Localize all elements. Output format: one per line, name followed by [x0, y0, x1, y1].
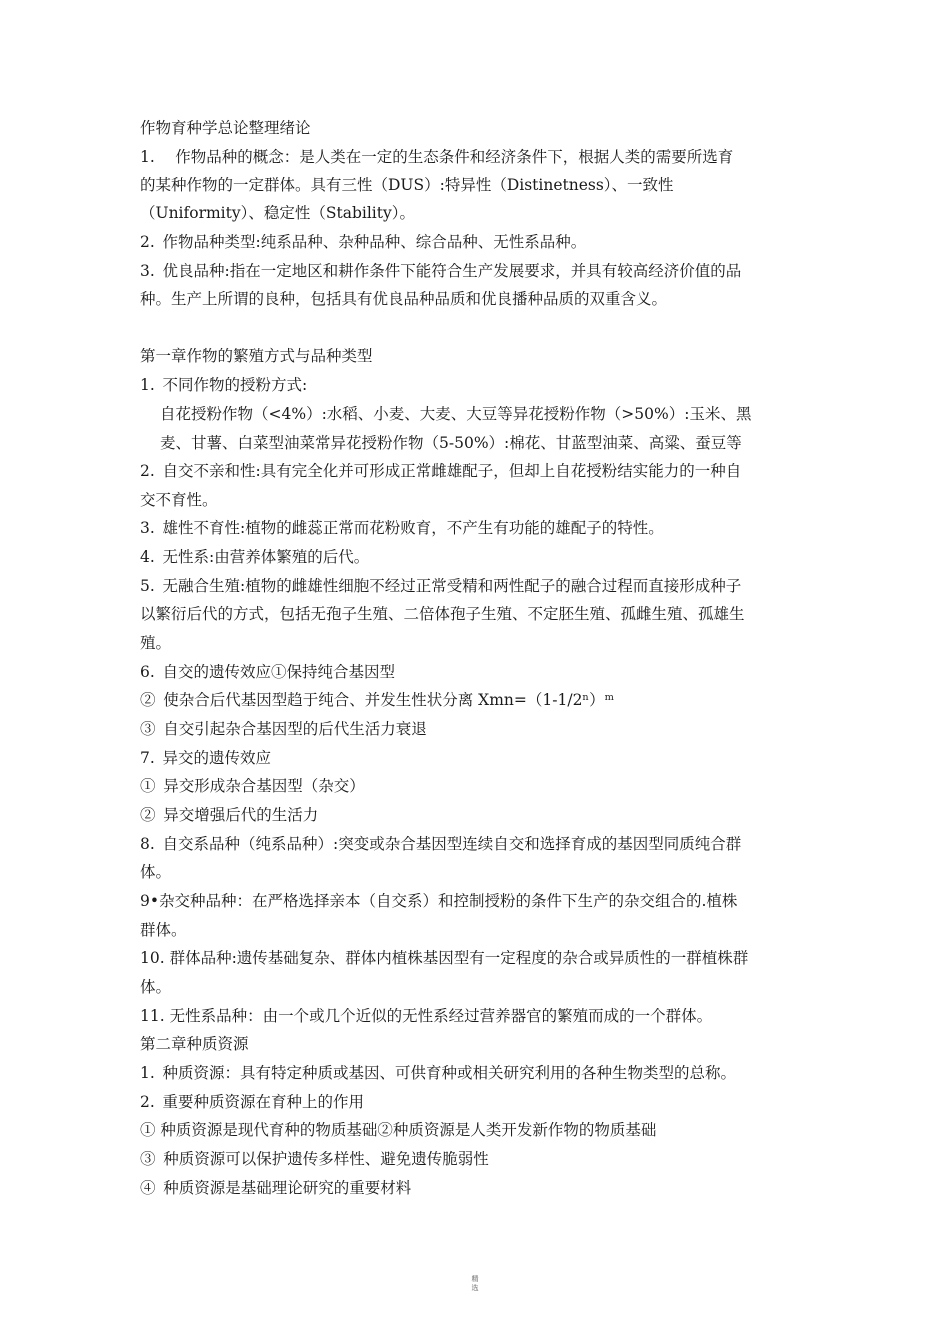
paragraph-line: 以繁衍后代的方式，包括无孢子生殖、二倍体孢子生殖、不定胚生殖、孤雌生殖、孤雄生	[140, 605, 745, 623]
paragraph-line: 麦、甘薯、白菜型油菜常异花授粉作物（5-50%）:棉花、甘蓝型油菜、高粱、蚕豆等	[160, 434, 742, 452]
paragraph-line: 2. 作物品种类型:纯系品种、杂种品种、综合品种、无性系品种。	[140, 233, 587, 251]
paragraph-line: 体。	[140, 863, 172, 881]
paragraph-line: 自花授粉作物（<4%）:水稻、小麦、大麦、大豆等异花授粉作物（>50%）:玉米、黑	[160, 405, 752, 423]
paragraph-line: 10. 群体品种:遗传基础复杂、群体内植株基因型有一定程度的杂合或异质性的一群植株群	[140, 949, 749, 967]
paragraph-line: 交不育性。	[140, 491, 218, 509]
paragraph-line: 体。	[140, 978, 172, 996]
paragraph-line: 6. 自交的遗传效应①保持纯合基因型	[140, 663, 396, 681]
paragraph-line: 1. 种质资源：具有特定种质或基因、可供育种或相关研究利用的各种生物类型的总称。	[140, 1064, 737, 1082]
paragraph-line: ④ 种质资源是基础理论研究的重要材料	[140, 1179, 412, 1197]
paragraph-line: 1. 不同作物的授粉方式:	[140, 376, 308, 394]
paragraph-line: 2. 重要种质资源在育种上的作用	[140, 1093, 365, 1111]
paragraph-line: 的某种作物的一定群体。具有三性（DUS）:特异性（Distinetness）、一致性	[140, 176, 674, 194]
paragraph-line: 种。生产上所谓的良种，包括具有优良品种品质和优良播种品质的双重含义。	[140, 290, 668, 308]
paragraph-line: ③ 自交引起杂合基因型的后代生活力衰退	[140, 720, 427, 738]
footer-mark-top: 精	[471, 1275, 479, 1283]
paragraph-line: 8. 自交系品种（纯系品种）:突变或杂合基因型连续自交和选择育成的基因型同质纯合群	[140, 835, 742, 853]
paragraph-line: ② 异交增强后代的生活力	[140, 806, 319, 824]
paragraph-line: ② 使杂合后代基因型趋于纯合、并发生性状分离 Xmn=（1-1/2ⁿ）ᵐ	[140, 691, 615, 709]
paragraph-line: ③ 种质资源可以保护遗传多样性、避免遗传脆弱性	[140, 1150, 489, 1168]
paragraph-line: 4. 无性系:由营养体繁殖的后代。	[140, 548, 370, 566]
paragraph-line: 5. 无融合生殖:植物的雌雄性细胞不经过正常受精和两性配子的融合过程而直接形成种子	[140, 577, 742, 595]
paragraph-line: ① 种质资源是现代育种的物质基础②种质资源是人类开发新作物的物质基础	[140, 1121, 657, 1139]
paragraph-line: 1. 作物品种的概念：是人类在一定的生态条件和经济条件下，根据人类的需要所选育	[140, 148, 734, 166]
paragraph-line: 3. 雄性不育性:植物的雌蕊正常而花粉败育，不产生有功能的雄配子的特性。	[140, 519, 664, 537]
paragraph-line: ① 异交形成杂合基因型（杂交）	[140, 777, 365, 795]
paragraph-line: 群体。	[140, 921, 187, 939]
section-title-chapter-2: 第二章种质资源	[140, 1035, 249, 1053]
paragraph-line: 11. 无性系品种：由一个或几个近似的无性系经过营养器官的繁殖而成的一个群体。	[140, 1007, 713, 1025]
paragraph-line: 7. 异交的遗传效应	[140, 749, 272, 767]
paragraph-line: 殖。	[140, 634, 172, 652]
footer-mark-bottom: 选	[471, 1284, 479, 1292]
paragraph-line: 3. 优良品种:指在一定地区和耕作条件下能符合生产发展要求，并具有较高经济价值的品	[140, 262, 742, 280]
section-title-introduction: 作物育种学总论整理绪论	[140, 119, 311, 137]
paragraph-line: 2. 自交不亲和性:具有完全化并可形成正常雌雄配子，但却上自花授粉结实能力的一种自	[140, 462, 742, 480]
paragraph-line: 9•杂交种品种：在严格选择亲本（自交系）和控制授粉的条件下生产的杂交组合的.植株	[140, 892, 738, 910]
paragraph-line: （Uniformity）、稳定性（Stability）。	[140, 204, 415, 222]
section-title-chapter-1: 第一章作物的繁殖方式与品种类型	[140, 347, 373, 365]
